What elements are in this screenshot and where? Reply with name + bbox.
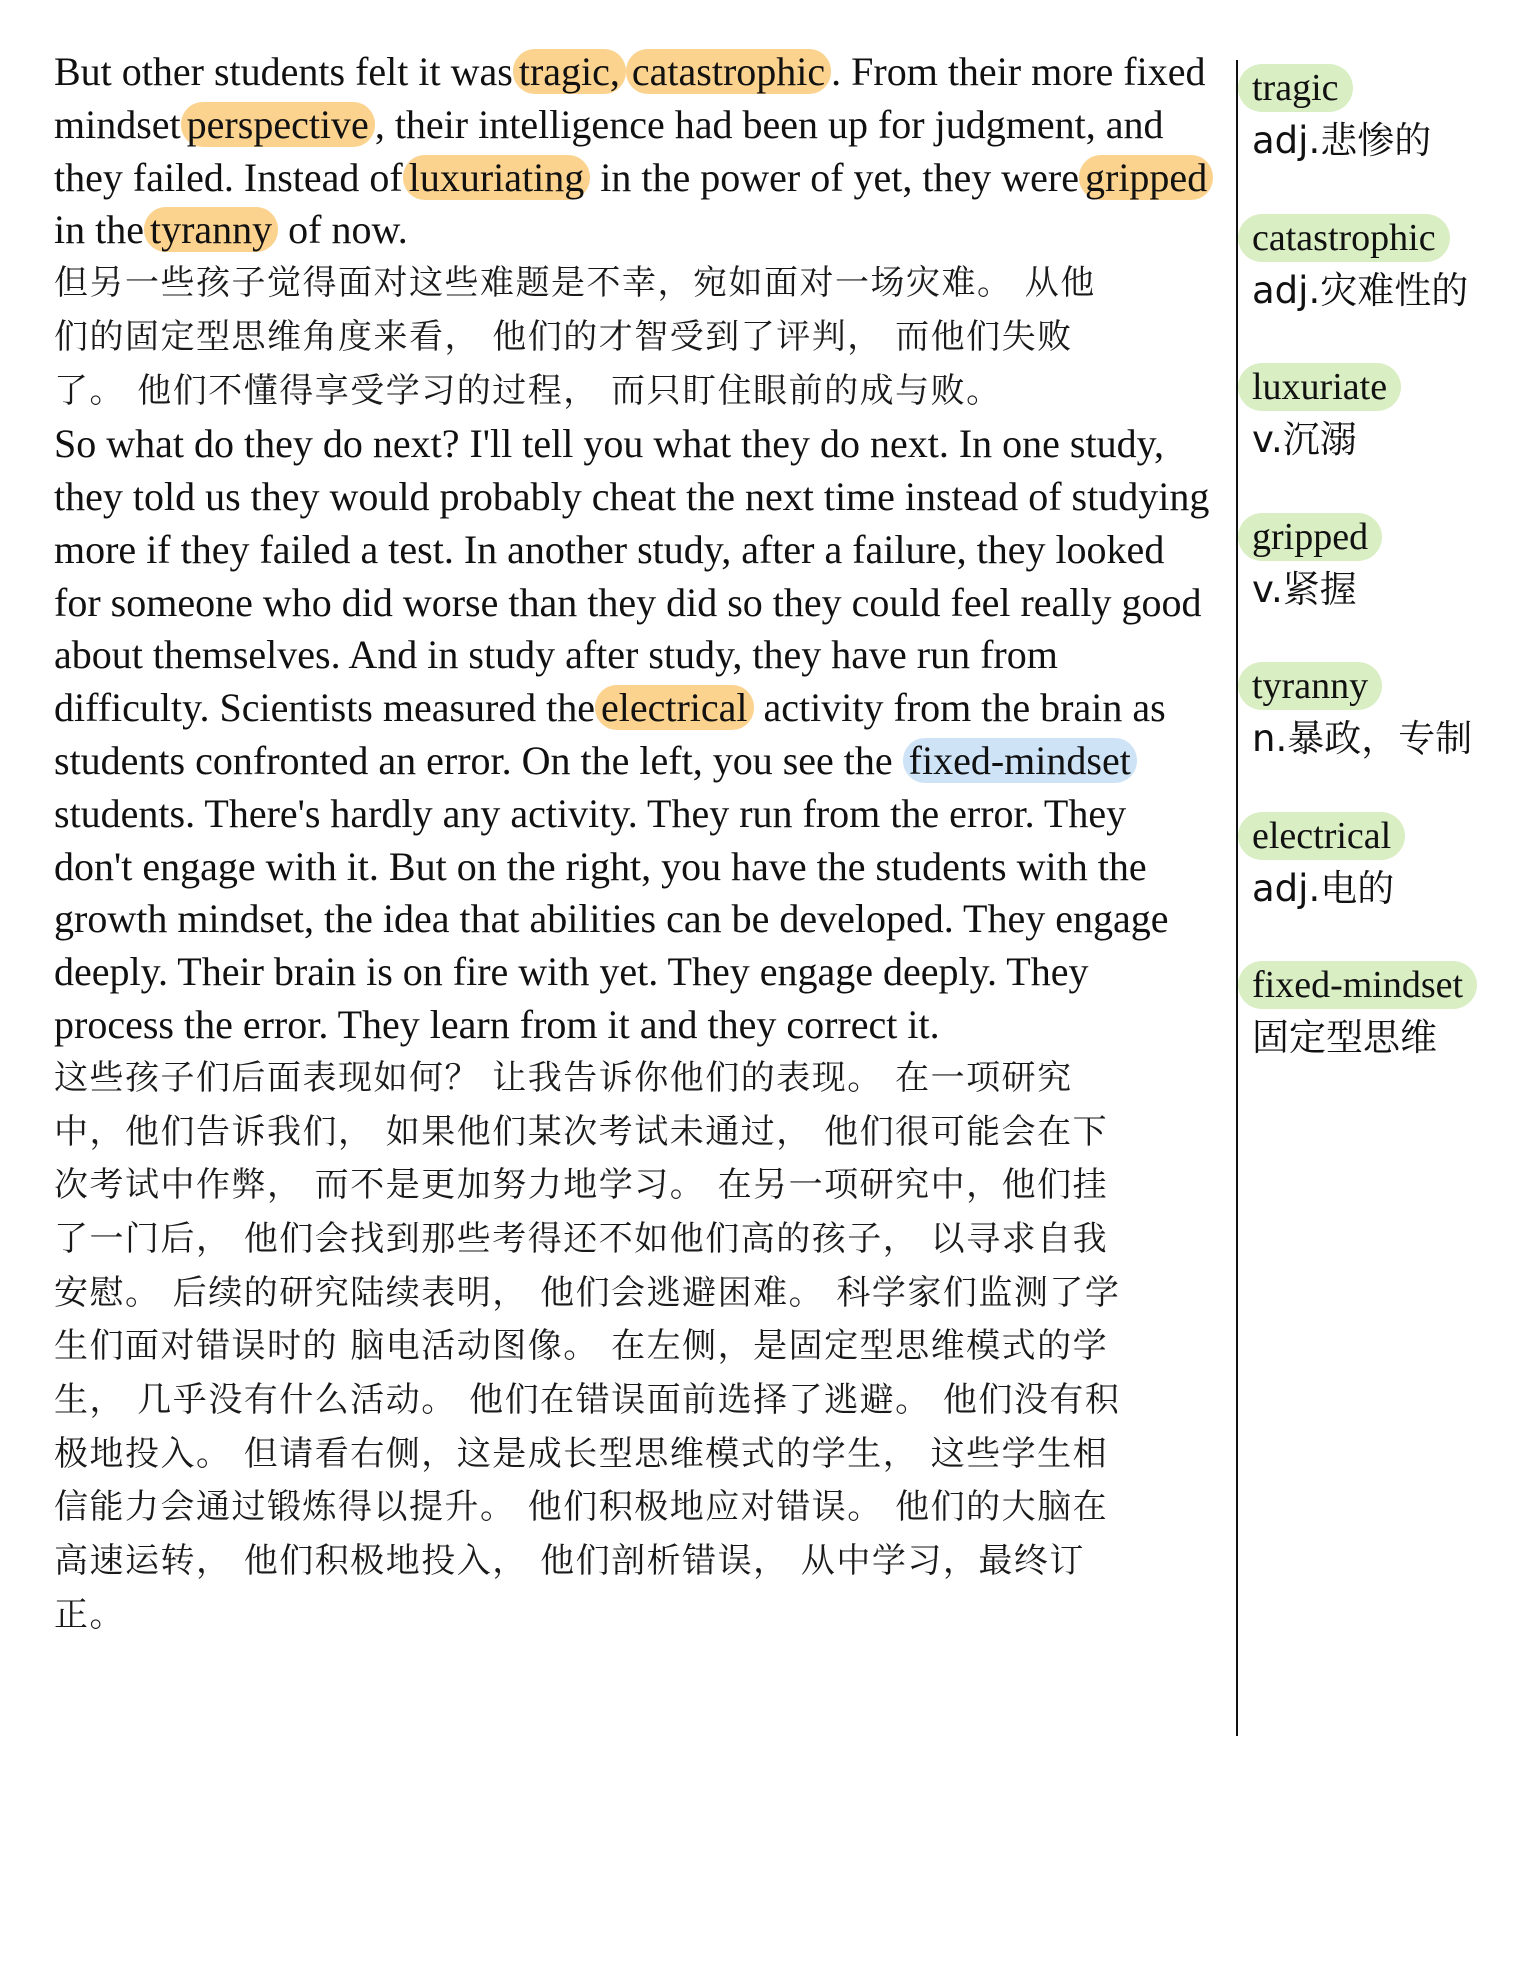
vocabulary-sidebar (1238, 64, 1538, 1111)
highlight-gripped: gripped (1079, 155, 1213, 200)
vocab-definition: n.暴政，专制 (1252, 717, 1473, 760)
vocab-word: tyranny (1238, 662, 1382, 710)
highlight-catastrophic: catastrophic (626, 49, 831, 94)
highlight-electrical: electrical (595, 685, 754, 730)
text-segment: of now. (288, 207, 408, 253)
vocab-word: catastrophic (1238, 214, 1450, 262)
vocab-definition: v.沉溺 (1252, 418, 1357, 461)
vocab-word: luxuriate (1238, 363, 1401, 411)
english-paragraph-1 (54, 46, 1214, 257)
vocab-item-gripped (1238, 513, 1538, 663)
text-segment: . From their more fixed mindset (54, 49, 1206, 147)
vocab-word: electrical (1238, 812, 1405, 860)
vocab-item-tyranny (1238, 662, 1538, 812)
chinese-translation-2: 这些孩子们后面表现如何？ 让我告诉你他们的表现。 在一项研究 中，他们告诉我们， 如果他们某次考试未通过， 他们很可能会在下 次考试中作弊， 而不是更加努力地学习。 在另一项研究中，他们挂 了一门后， 他们会找到那些考得还不如他们高的孩子， 以寻求自我 安慰。 后续的研究陆续表明， 他们会逃避困难。 科学家们监测了学 生们面对错误时的 脑电活动图像。 在左侧，是固定型思维模式的学 生， 几乎没有什么活动。 他们在错误面前选择了逃避。 他们没有积 极地投入。 但请看右侧，这是成长型思维模式的学生， 这些学生相 信能力会通过锻炼得以提升。 他们积极地应对错误。 他们的大脑在 高速运转， 他们积极地投入， 他们剖析错误， 从中学习，最终订 正。 (54, 1057, 1121, 1635)
highlight-tyranny: tyranny (144, 207, 278, 252)
vocab-definition: v.紧握 (1252, 567, 1357, 611)
vocab-item-tragic (1238, 64, 1538, 214)
text-segment: students. There's hardly any activity. They run from the error. They don't engage with it. But on the right, you have the students with the growth mindset, the idea that abilities can be developed. They engage deeply. Their brain is on fire with yet. They engage deeply. They process the error. They learn from it and they correct it. (54, 790, 1169, 1048)
highlight-perspective: perspective (181, 102, 375, 147)
text-segment: , their intelligence had been up for judgment, and they failed. Instead of (54, 101, 1164, 200)
highlight-fixed-mindset: fixed-mindset (903, 738, 1137, 783)
reading-passage (54, 46, 1214, 1643)
text-segment: activity from the brain as students confronted an error. On the left, you see the (54, 685, 1166, 784)
vocab-item-fixed-mindset (1238, 961, 1538, 1111)
vocab-item-luxuriate (1238, 363, 1538, 513)
text-segment: So what do they do next? I'll tell you what they do next. In one study, they told us they would probably cheat the next time instead of studying more if they failed a test. In another study, after a failure, they looked for someone who did worse than they did so they could feel really good about themselves. And in study after study, they have run from difficulty. Scientists measured the (54, 421, 1210, 731)
highlight-tragic: tragic, (513, 49, 626, 94)
english-paragraph-2 (54, 418, 1214, 1052)
highlight-luxuriating: luxuriating (403, 155, 591, 200)
vocab-item-electrical (1238, 812, 1538, 962)
vocab-word: gripped (1238, 513, 1382, 561)
vocab-definition: adj.电的 (1252, 866, 1395, 910)
text-segment: in the power of yet, they were (600, 154, 1079, 200)
vocab-definition: adj.灾难性的 (1252, 268, 1469, 312)
chinese-translation-1: 但另一些孩子觉得面对这些难题是不幸，宛如面对一场灾难。 从他 们的固定型思维角度来看， 他们的才智受到了评判， 而他们失败 了。 他们不懂得享受学习的过程， 而只盯住眼前的成与败。 (54, 263, 1096, 411)
vocab-word: tragic (1238, 64, 1353, 112)
text-segment: in the (54, 207, 144, 253)
vocab-item-catastrophic (1238, 214, 1538, 364)
vocab-definition: 固定型思维 (1252, 1016, 1437, 1059)
vocab-word: fixed-mindset (1238, 961, 1477, 1009)
vocab-definition: adj.悲惨的 (1252, 119, 1432, 162)
text-segment: But other students felt it was (54, 49, 513, 94)
